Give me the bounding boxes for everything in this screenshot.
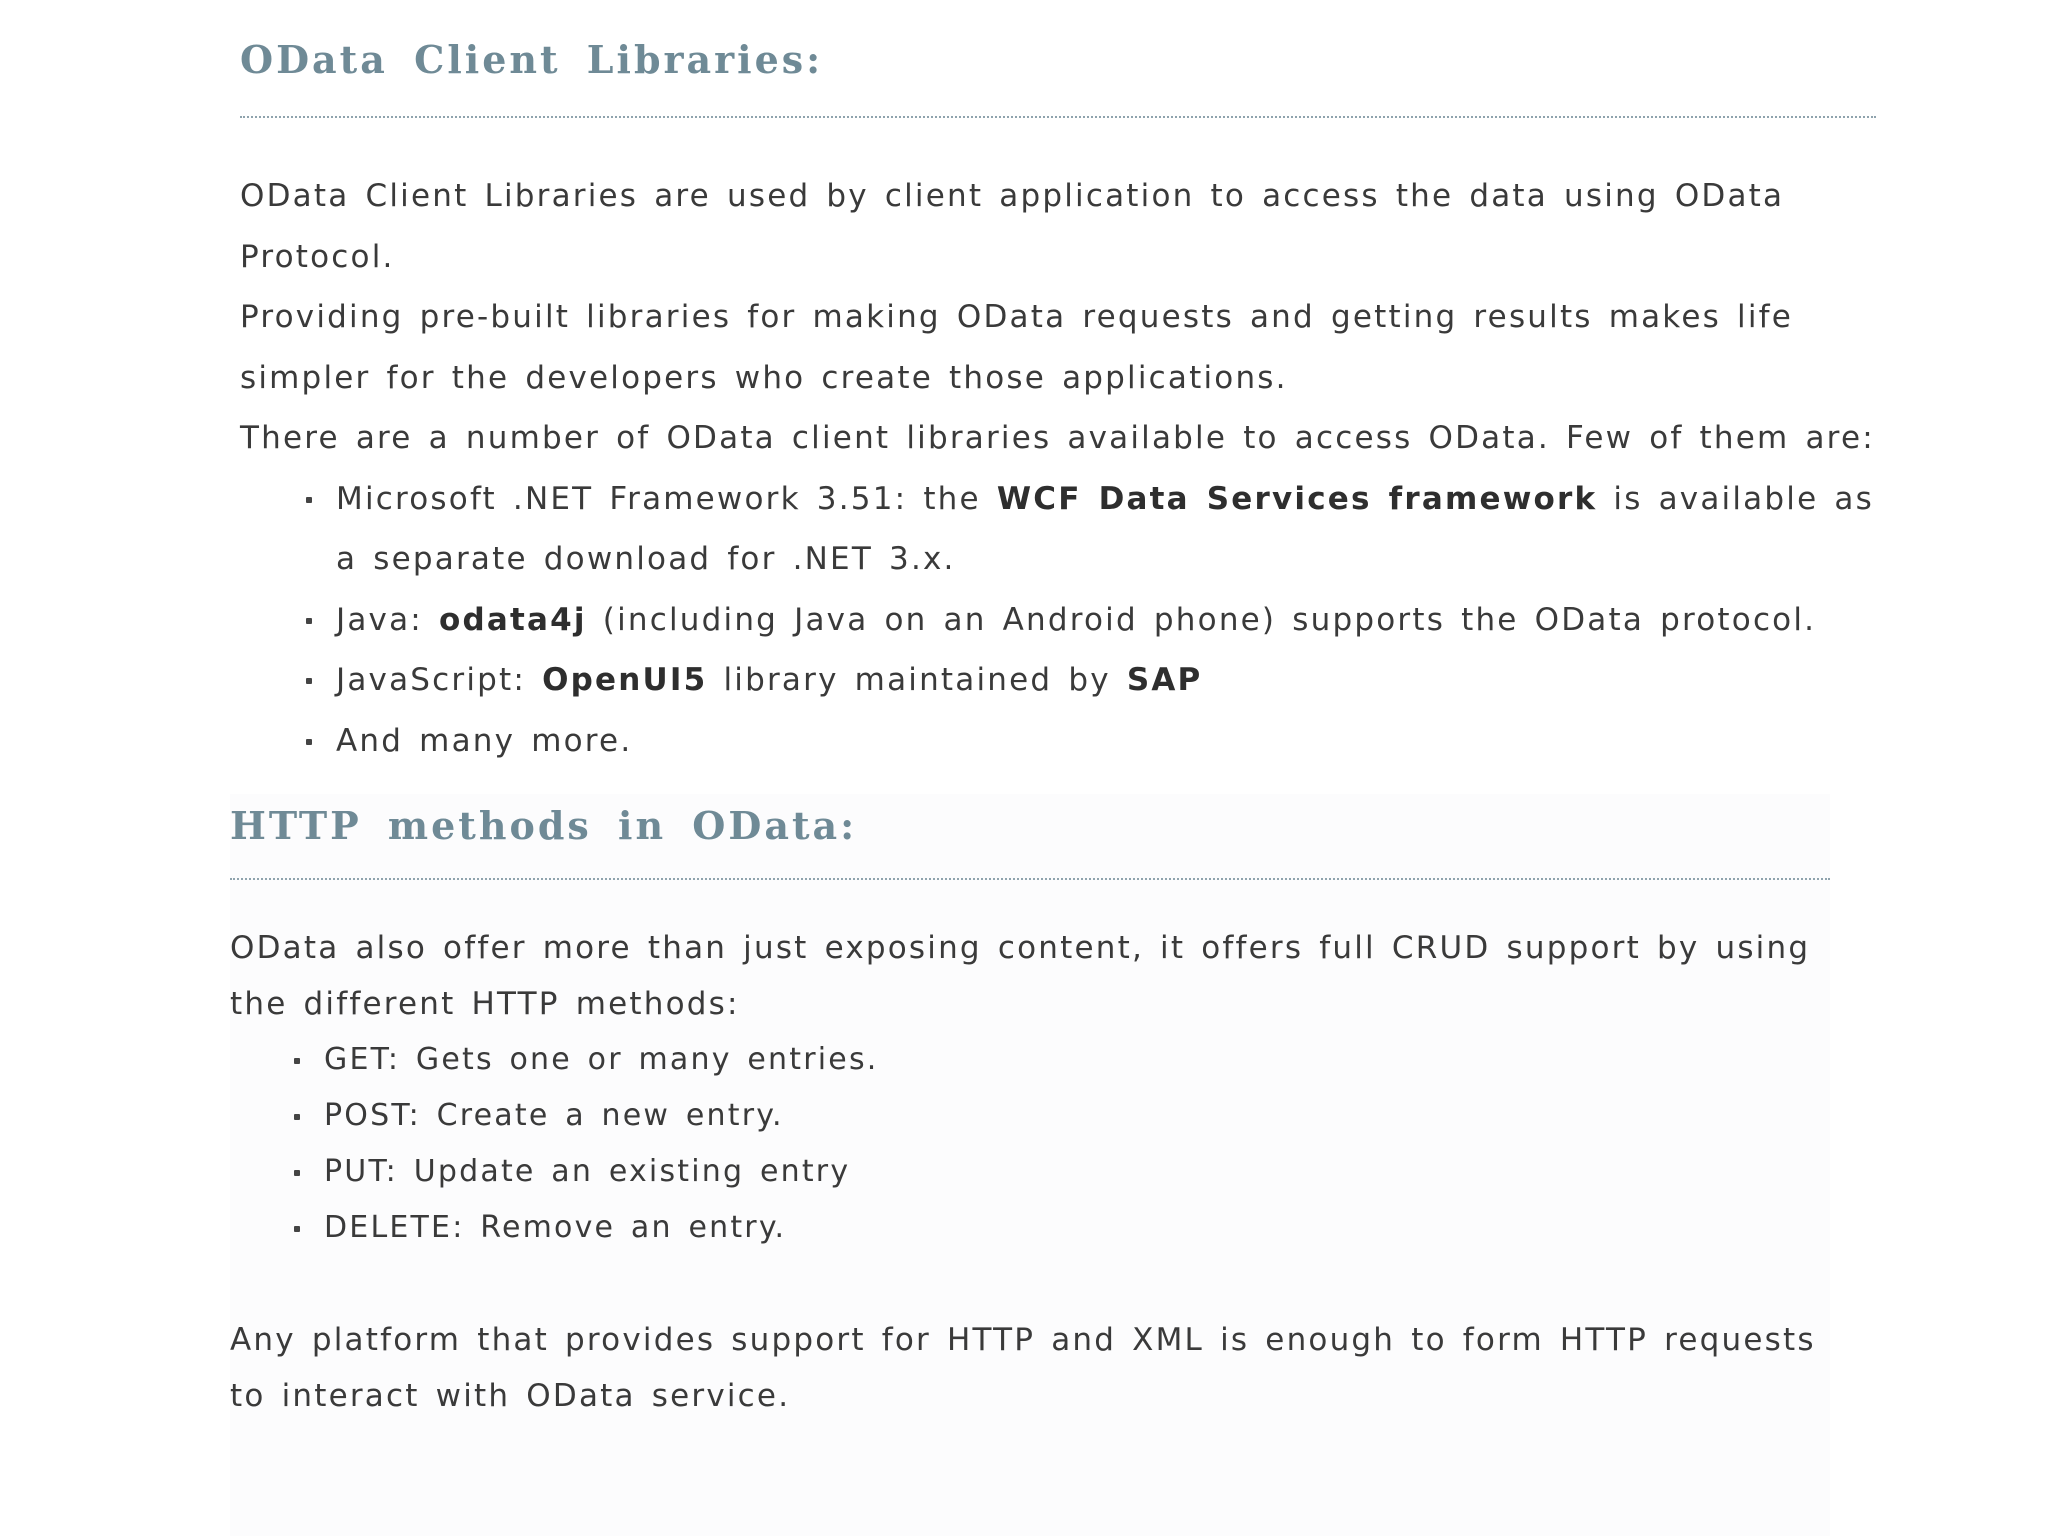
item-text: JavaScript: (336, 662, 543, 698)
item-bold-text: odata4j (438, 601, 587, 638)
section-body (240, 166, 1876, 771)
library-list (240, 469, 1876, 772)
item-bold-text: SAP (1126, 662, 1203, 698)
paragraph: Any platform that provides support for HTTP and XML is enough to form HTTP requests to interact with OData service. (230, 1322, 1816, 1414)
item-bold-text: OpenUI5 (542, 662, 708, 698)
heading-divider (230, 878, 1830, 880)
section-odata-client-libraries (240, 28, 1876, 771)
section-heading: HTTP methods in OData: (230, 803, 858, 848)
list-item: DELETE: Remove an entry. (230, 1200, 1830, 1256)
list-item: PUT: Update an existing entry (230, 1144, 1830, 1200)
list-item (240, 469, 1876, 590)
item-text: library maintained by (707, 662, 1127, 698)
http-method-list (230, 1032, 1830, 1256)
list-item (240, 590, 1876, 651)
paragraph: Providing pre-built libraries for making OData requests and getting results makes life simpler for the developers who create those applications. (240, 299, 1794, 396)
paragraph: OData Client Libraries are used by client application to access the data using OData Protocol. (240, 178, 1785, 275)
section-body (230, 920, 1830, 1424)
item-text: is available as a separate download for .NET 3.x. (336, 480, 1874, 577)
list-item (240, 711, 1876, 772)
section-http-methods (230, 794, 1830, 1536)
spacer (230, 1256, 1830, 1312)
item-text: Microsoft .NET Framework 3.51: the (336, 480, 997, 517)
section-heading: OData Client Libraries: (240, 37, 824, 82)
list-item: POST: Create a new entry. (230, 1088, 1830, 1144)
item-text: And many more. (336, 722, 633, 759)
heading-divider (240, 116, 1876, 118)
item-text: (including Java on an Android phone) supports the OData protocol. (586, 601, 1817, 638)
paragraph: There are a number of OData client libraries available to access OData. Few of them are: (240, 420, 1875, 456)
item-bold-text: WCF Data Services framework (996, 480, 1598, 517)
list-item: GET: Gets one or many entries. (230, 1032, 1830, 1088)
item-text: Java: (336, 601, 439, 638)
paragraph: OData also offer more than just exposing content, it offers full CRUD support by using the different HTTP methods: (230, 930, 1811, 1022)
list-item (240, 650, 1876, 711)
